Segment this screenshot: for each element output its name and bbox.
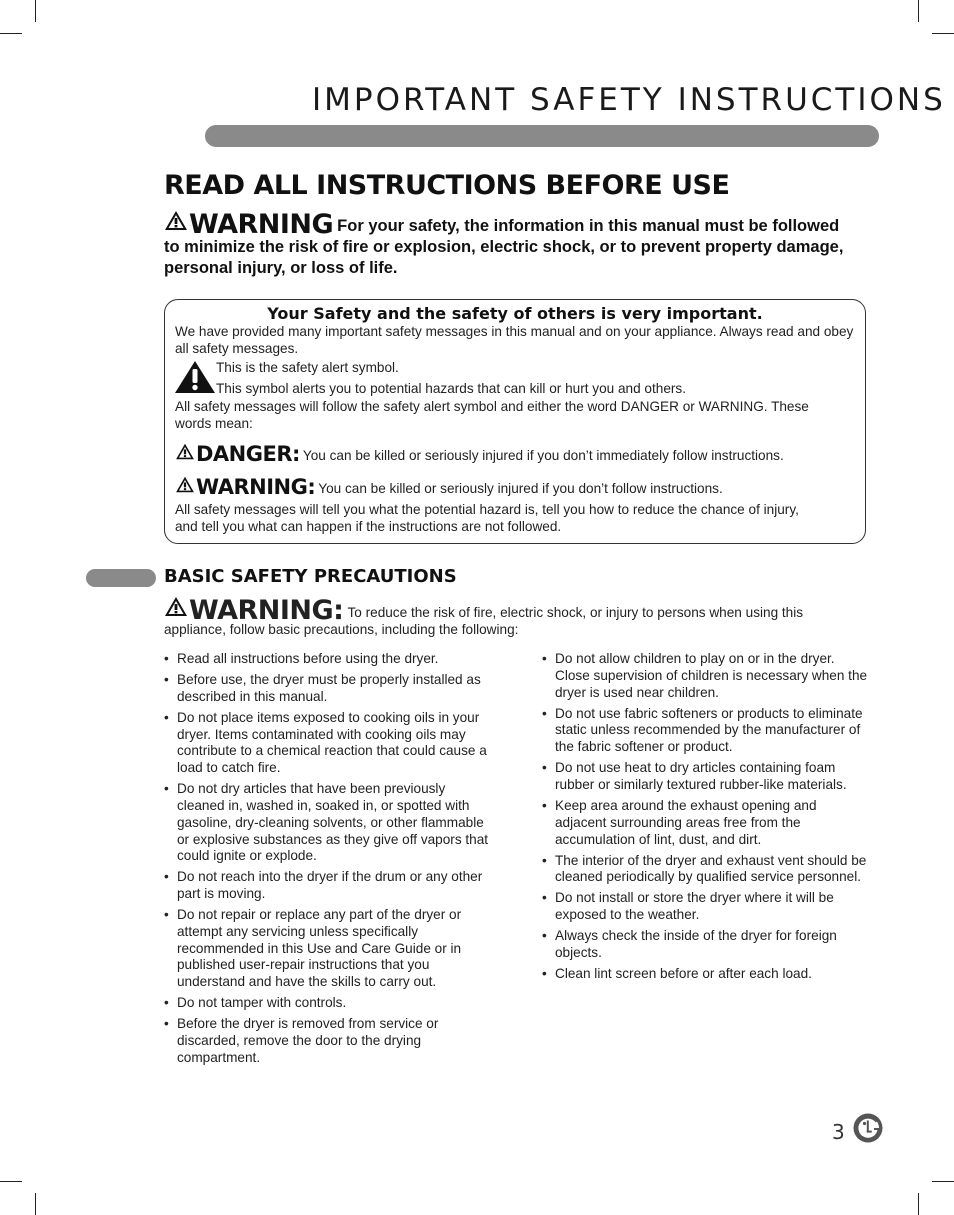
warning-label: WARNING <box>189 209 334 240</box>
warning-line <box>175 475 723 499</box>
precautions-left-list <box>164 651 494 1071</box>
crop-mark <box>35 1193 36 1215</box>
list-item: • Do not use fabric softeners or products to eliminate static unless recommended by the manufacturer of the fabric softener or product. <box>542 706 868 756</box>
warning-triangle-icon <box>175 476 195 493</box>
list-item: • Do not tamper with controls. <box>164 995 494 1012</box>
crop-mark <box>932 1181 954 1182</box>
list-item: • Always check the inside of the dryer for foreign objects. <box>542 928 868 962</box>
list-item: • Read all instructions before using the dryer. <box>164 651 494 668</box>
crop-mark <box>0 1181 22 1182</box>
danger-label: DANGER: <box>196 442 300 466</box>
warning-label: WARNING: <box>189 595 344 626</box>
intro-warning <box>164 210 844 279</box>
precautions-right-list <box>542 651 868 987</box>
danger-text: You can be killed or seriously injured if you don’t immediately follow instructions. <box>302 448 784 463</box>
list-item: • Before the dryer is removed from service or discarded, remove the door to the drying compartment. <box>164 1016 494 1066</box>
list-item: • Do not reach into the dryer if the drum or any other part is moving. <box>164 869 494 903</box>
list-item: • The interior of the dryer and exhaust vent should be cleaned periodically by qualified service personnel. <box>542 853 868 887</box>
lg-logo-icon <box>853 1113 883 1143</box>
warning-text: You can be killed or seriously injured if you don’t follow instructions. <box>318 481 723 496</box>
list-item: • Keep area around the exhaust opening and adjacent surrounding areas free from the accumulation of lint, dust, and dirt. <box>542 798 868 848</box>
crop-mark <box>918 1193 919 1215</box>
safety-symbol-line1: This is the safety alert symbol. <box>216 360 399 375</box>
list-item: • Do not allow children to play on or in the dryer. Close supervision of children is necessary when the dryer is used near children. <box>542 651 868 701</box>
list-item: • Do not repair or replace any part of the dryer or attempt any servicing unless specifically recommended in this Use and Care Guide or in published user-repair instructions that you understand and have the skills to carry out. <box>164 907 494 991</box>
basic-warning <box>164 596 864 638</box>
intro-warning-text: For your safety, the information in this manual must be followed to minimize the risk of fire or explosion, electric shock, or to prevent property damage, personal injury, or loss of life. <box>164 217 844 277</box>
crop-mark <box>918 0 919 22</box>
list-item: • Do not place items exposed to cooking oils in your dryer. Items contaminated with cooking oils may contribute to a chemical reaction that could cause a load to catch fire. <box>164 710 494 777</box>
basic-warning-text: To reduce the risk of fire, electric shock, or injury to persons when using this appliance, follow basic precautions, including the following: <box>164 605 804 637</box>
warning-triangle-icon <box>164 596 188 617</box>
main-heading: READ ALL INSTRUCTIONS BEFORE USE <box>164 170 730 201</box>
section-tab-marker <box>86 569 156 587</box>
section-heading: BASIC SAFETY PRECAUTIONS <box>164 566 457 587</box>
list-item: • Do not use heat to dry articles containing foam rubber or similarly textured rubber-like materials. <box>542 760 868 794</box>
page-header-title: IMPORTANT SAFETY INSTRUCTIONS <box>312 82 946 118</box>
safety-info-box <box>164 299 866 544</box>
safety-symbol-line2: This symbol alerts you to potential hazards that can kill or hurt you and others. <box>216 381 686 396</box>
warning-label: WARNING: <box>196 475 316 499</box>
list-item: • Do not install or store the dryer where it will be exposed to the weather. <box>542 890 868 924</box>
safety-box-para1: We have provided many important safety messages in this manual and on your appliance. Always read and obey all safety messages. <box>175 324 854 356</box>
safety-box-para3: All safety messages will tell you what the potential hazard is, tell you how to reduce the chance of injury, and tell you what can happen if the instructions are not followed. <box>175 502 799 534</box>
safety-box-para2: All safety messages will follow the safety alert symbol and either the word DANGER or WARNING. These words mean: <box>175 399 809 431</box>
page-number: 3 <box>832 1120 845 1144</box>
header-bar <box>205 125 879 147</box>
crop-mark <box>0 33 22 34</box>
safety-box-title: Your Safety and the safety of others is very important. <box>267 304 763 323</box>
safety-alert-symbol-icon <box>174 360 216 394</box>
crop-mark <box>35 0 36 22</box>
warning-triangle-icon <box>175 443 195 460</box>
warning-triangle-icon <box>164 210 188 231</box>
list-item: • Clean lint screen before or after each load. <box>542 966 868 983</box>
danger-line <box>175 442 784 466</box>
crop-mark <box>932 33 954 34</box>
list-item: • Do not dry articles that have been previously cleaned in, washed in, soaked in, or spotted with gasoline, dry-cleaning solvents, or other flammable or explosive substances as they give off vapors that could ignite or explode. <box>164 781 494 865</box>
list-item: • Before use, the dryer must be properly installed as described in this manual. <box>164 672 494 706</box>
